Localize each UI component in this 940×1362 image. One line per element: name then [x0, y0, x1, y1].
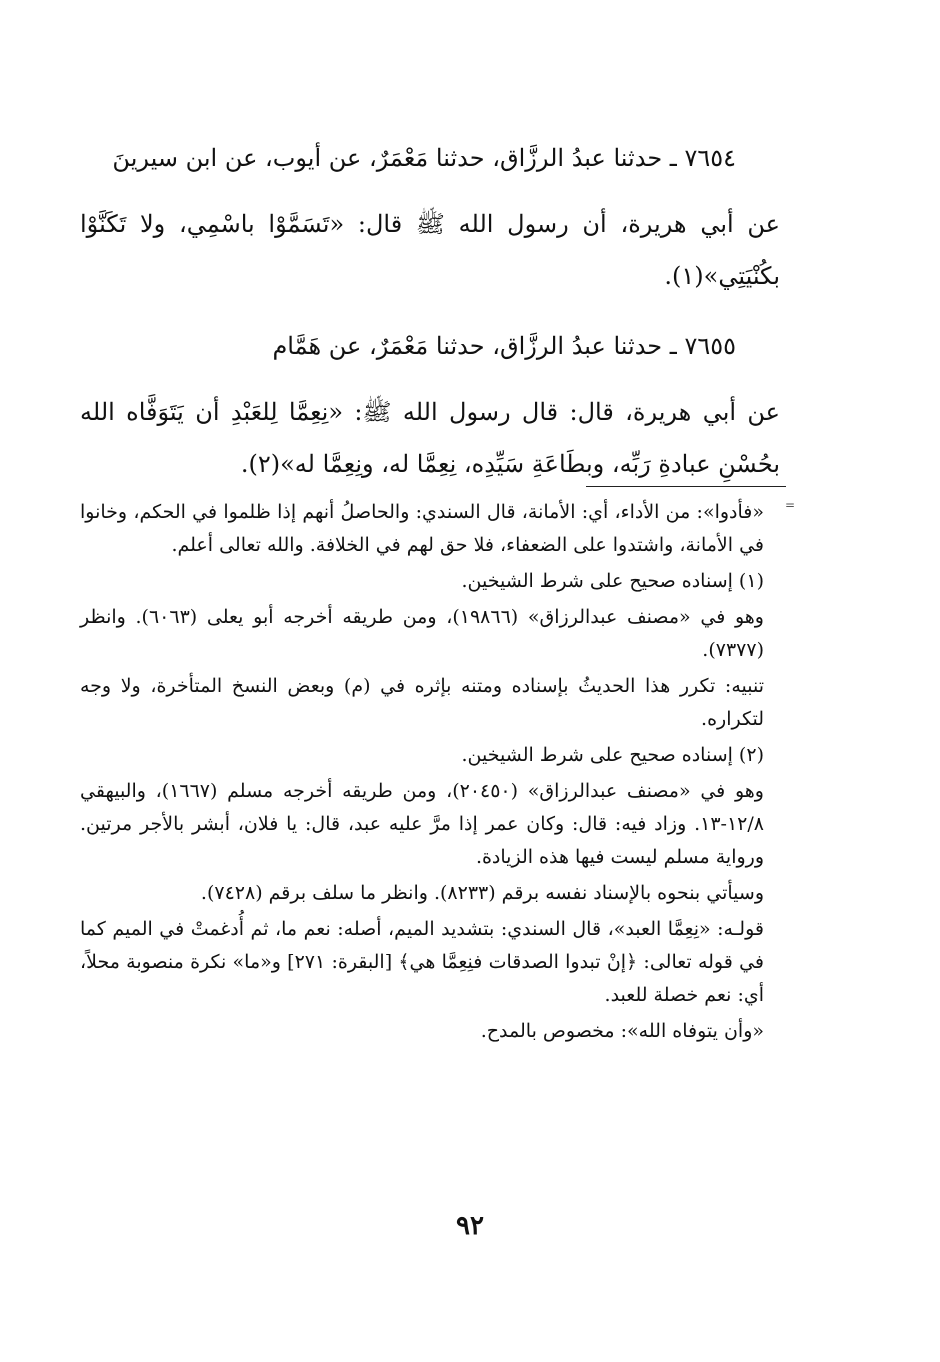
hadith-7654-header: ٧٦٥٤ ـ حدثنا عبدُ الرزَّاق، حدثنا مَعْمَرٌ، عن أيوب، عن ابن سيرينَ [112, 144, 736, 172]
footnote-2-source: وهو في «مصنف عبدالرزاق» (٢٠٤٥٠)، ومن طريقه أخرجه مسلم (١٦٦٧)، والبيهقي ١٢/٨-١٣. وزاد فيه: قال: وكان عمر إذا مرَّ عليه عبد، قال: يا فلان، أبشر بالأجر مرتين. ورواية مسلم ليست فيها هذه الزيادة. [80, 780, 764, 868]
footnote-2-later: وسيأتي بنحوه بالإسناد نفسه برقم (٨٢٣٣). وانظر ما سلف برقم (٧٤٢٨). [200, 882, 764, 904]
footnotes [80, 496, 784, 1051]
footnote-1-notice: تنبيه: تكرر هذا الحديثُ بإسناده ومتنه بإثره في (م) وبعض النسخ المتأخرة، ولا وجه لتكراره. [80, 675, 764, 730]
footnote-1-source: وهو في «مصنف عبدالرزاق» (١٩٨٦٦)، ومن طريقه أخرجه أبو يعلى (٦٠٦٣). وانظر (٧٣٧٧). [80, 606, 764, 661]
hadith-7654-body: عن أبي هريرة، أن رسول الله ﷺ قال: «تَسَمَّوْا باسْمِي، ولا تَكَنَّوْا بكُنْيَتِي»(١). [80, 210, 780, 290]
footnote-2-explanation: قولـه: «نِعِمَّا العبد»، قال السندي: بتشديد الميم، أصله: نعم ما، ثم أُدغمتْ في الميم كما في قوله تعالى: ﴿إنْ تبدوا الصدقات فنِعِمَّا هي﴾ [البقرة: ٢٧١] و«ما» نكرة منصوبة محلاً، أي: نعم خصلة للعبد. [80, 918, 764, 1006]
footnote-separator [586, 486, 786, 487]
page-number: ٩٢ [456, 1211, 484, 1241]
footnote-2-praise: «وأن يتوفاه الله»: مخصوص بالمدح. [480, 1020, 764, 1042]
footnote-previous-continuation: «فأدوا»: من الأداء، أي: الأمانة، قال السندي: والحاصلُ أنهم إذا ظلموا في الحكم، وخانوا في الأمانة، واشتدوا على الضعفاء، فلا حق لهم في الخلافة. والله تعالى أعلم. [80, 501, 764, 556]
continuation-mark: = [784, 498, 795, 512]
footnote-2-title: (٢) إسناده صحيح على شرط الشيخين. [461, 744, 764, 766]
hadith-7655-body: عن أبي هريرة، قال: قال رسول الله ﷺ: «نِعِمَّا لِلعَبْدِ أن يَتَوَفَّاه الله بحُسْنِ عبادةِ رَبِّه، وبطَاعَةِ سَيِّدِه، نِعِمَّا له، ونِعِمَّا له»(٢). [80, 398, 780, 478]
hadith-7655-header: ٧٦٥٥ ـ حدثنا عبدُ الرزَّاق، حدثنا مَعْمَرٌ، عن هَمَّام [272, 332, 736, 360]
hadith-text [80, 132, 780, 508]
footnote-1-title: (١) إسناده صحيح على شرط الشيخين. [461, 570, 764, 592]
